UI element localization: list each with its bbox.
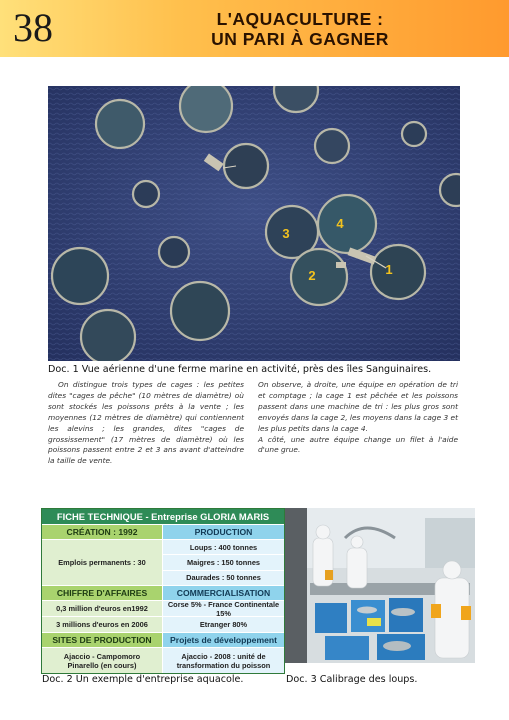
production-list [163, 540, 284, 585]
doc1-paragraph-grue: A côté, une autre équipe change un filet à l'aide d'une grue. [258, 434, 458, 455]
projets-value: Ajaccio - 2008 : unité de transformation du poisson [163, 648, 284, 673]
emplois-cell: Emplois permanents : 30 [42, 540, 163, 585]
production-header: PRODUCTION [163, 525, 284, 539]
doc1-paragraph-tri: On observe, à droite, une équipe en opération de tri et comptage ; la cage 1 est pêchée et les poissons passent dans une machine de tri : les plus gros sont envoyés dans la cage 2, les moyens dans la cage 3 et les plus petits dans la cage 4. [258, 380, 458, 433]
page-title [150, 9, 450, 49]
cage-label-1: 1 [385, 262, 393, 277]
fiche-technique-table [41, 508, 285, 674]
page-title-line-2: UN PARI À GAGNER [211, 29, 389, 49]
commercialisation-header: COMMERCIALISATION [163, 586, 284, 600]
table-row [42, 647, 284, 673]
production-daurades: Daurades : 50 tonnes [163, 570, 284, 585]
page-title-line-1: L'AQUACULTURE : [216, 9, 384, 29]
cage-label-4: 4 [336, 216, 344, 231]
doc1-text-right [258, 380, 458, 456]
doc1-paragraph-cages: On distingue trois types de cages : les petites dites "cages de pêche" (10 mètres de diamètre) où sont stockés les poissons prêts à la vente ; les moyennes (12 mètres de diamètre) qui contiennent les alevins ; les grandes, dites "cages de grossissement" (17 mètres de diamètre) où les poissons passent entre 2 et 3 ans avant d'atteindre la taille de vente. [48, 380, 244, 466]
sites-value: Ajaccio - Campomoro Pinarello (en cours) [42, 648, 163, 673]
table-row [42, 524, 284, 539]
page-number: 38 [13, 5, 53, 50]
table-row [42, 600, 284, 616]
chiffre-affaires-header: CHIFFRE D'AFFAIRES [42, 586, 163, 600]
cage-label-2: 2 [308, 268, 316, 283]
sites-header: SITES DE PRODUCTION [42, 633, 163, 647]
ca-2006: 3 millions d'euros en 2006 [42, 617, 163, 632]
table-row [42, 632, 284, 647]
fiche-title: FICHE TECHNIQUE - Entreprise GLORIA MARIS [42, 509, 284, 524]
com-etranger: Etranger 80% [163, 617, 284, 632]
doc1-text-left [48, 380, 244, 467]
table-row [42, 616, 284, 632]
doc1-caption: Doc. 1 Vue aérienne d'une ferme marine en activité, près des îles Sanguinaires. [48, 364, 432, 375]
table-row [42, 539, 284, 585]
doc3-caption: Doc. 3 Calibrage des loups. [286, 674, 418, 685]
aerial-photo-fish-farm [48, 86, 460, 361]
production-loups: Loups : 400 tonnes [163, 540, 284, 554]
table-row [42, 585, 284, 600]
ca-1992: 0,3 million d'euros en1992 [42, 601, 163, 616]
cage-label-3: 3 [282, 226, 290, 241]
projets-header: Projets de développement [163, 633, 284, 647]
doc2-caption: Doc. 2 Un exemple d'entreprise aquacole. [42, 674, 244, 685]
fish-sorting-photo [285, 508, 475, 663]
production-maigres: Maigres : 150 tonnes [163, 554, 284, 569]
com-france: Corse 5% - France Continentale 15% [163, 601, 284, 616]
creation-header: CRÉATION : 1992 [42, 525, 163, 539]
